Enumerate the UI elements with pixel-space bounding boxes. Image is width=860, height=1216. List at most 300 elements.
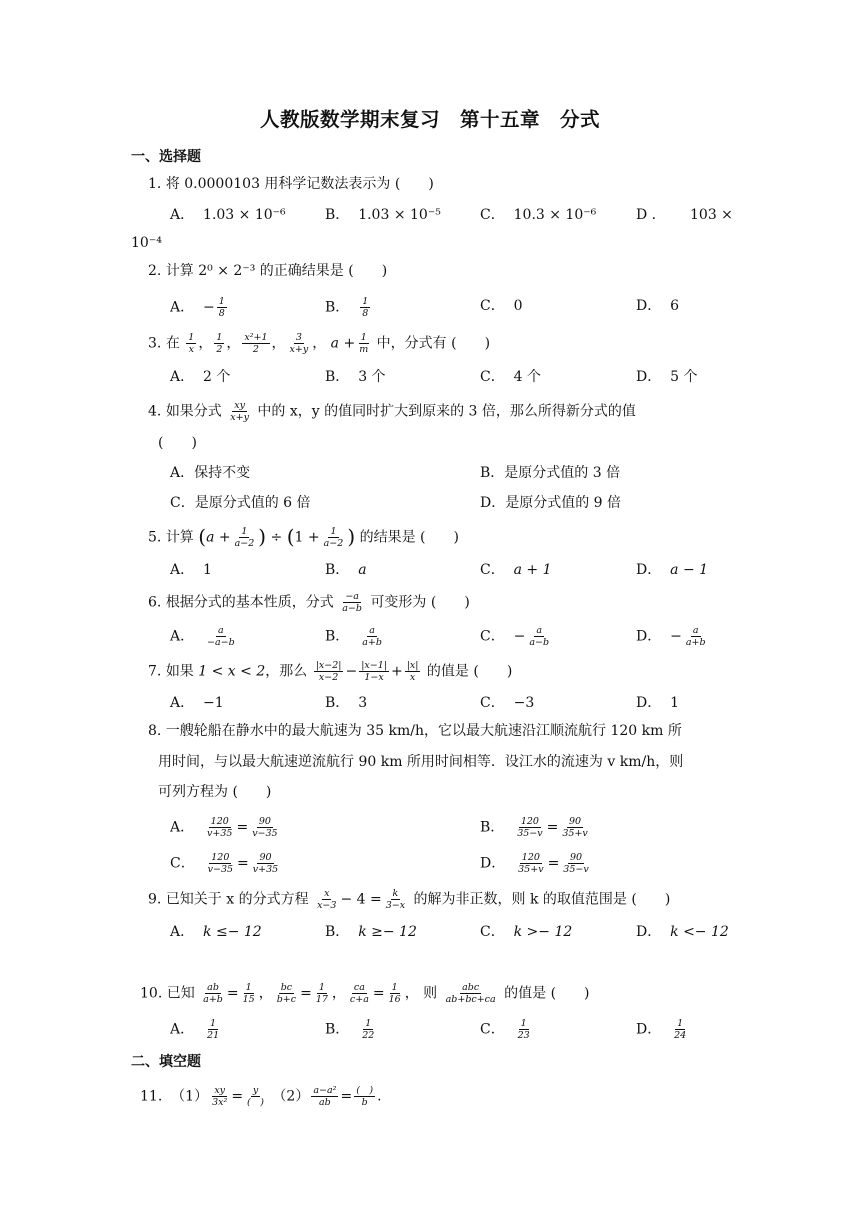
fraction: [314, 982, 330, 1005]
option-value: −1: [203, 695, 224, 711]
fraction-part: |x−2|: [315, 660, 342, 671]
question-number: 8.: [148, 723, 162, 739]
option-d: [480, 493, 621, 513]
fraction: [275, 982, 298, 1005]
option-value: 4 个: [513, 369, 541, 385]
option-value: 10.3 × 10⁻⁶: [513, 207, 597, 223]
fraction: [214, 332, 224, 355]
fraction-part: k: [392, 888, 399, 899]
option-a: [170, 367, 230, 387]
fraction-part: 1: [391, 982, 398, 993]
option-label: D．: [636, 628, 662, 645]
option-value: 1: [670, 695, 680, 711]
option-a: [170, 560, 212, 580]
answer-blank: ( ): [473, 663, 513, 680]
option-label: C．: [480, 369, 505, 385]
option-label: D．: [636, 369, 662, 385]
math-expression: a +: [206, 529, 231, 546]
fraction-part: 120: [521, 852, 540, 863]
option-label: D．: [636, 695, 662, 711]
fraction-part: |x−1|: [361, 660, 387, 671]
fraction-part: bc: [280, 982, 293, 993]
option-a: [170, 463, 250, 483]
option-value: k >− 12: [513, 924, 573, 940]
fraction: [322, 526, 346, 549]
option-b: B． $\frac{120}{35-v}$ = $\frac{90}{35+v}$: [480, 816, 588, 839]
question-8-line-2: 用时间，与以最大航速逆流航行 90 km 所用时间相等．设江水的流速为 v km/h，则: [158, 754, 684, 770]
fraction-part: a−2: [234, 538, 255, 549]
option-value: 6: [670, 298, 680, 314]
fraction-part: 1−x: [364, 672, 384, 683]
fraction: [314, 660, 344, 683]
fraction-part: v−35: [207, 864, 234, 875]
answer-blank: ( ): [158, 435, 197, 451]
fraction-part: ca: [353, 982, 365, 993]
option-value: 3: [358, 695, 368, 711]
option-value: 2 个: [203, 369, 231, 385]
fraction-part: ( ): [247, 1097, 264, 1108]
fraction: [217, 296, 227, 319]
fraction-part: a+b: [362, 637, 382, 648]
option-d: [636, 296, 679, 316]
fraction-part: 23: [517, 1030, 530, 1041]
fraction: [205, 625, 237, 648]
fraction: [228, 400, 251, 423]
fraction-part: ab+bc+ca: [445, 994, 496, 1005]
fraction: [241, 982, 257, 1005]
option-d: [636, 560, 708, 580]
option-label: C．: [170, 855, 195, 872]
option-d: D． − $\frac{a}{a+b}$: [636, 625, 706, 648]
fraction-part: v−35: [252, 828, 278, 839]
fraction-part: 1: [245, 982, 252, 993]
question-text: 根据分式的基本性质，分式: [165, 594, 334, 611]
fraction-part: 1: [330, 526, 337, 537]
fraction-part: 24: [674, 1030, 687, 1041]
fraction: [672, 1018, 688, 1041]
fraction-part: 3−x: [385, 900, 406, 911]
fraction-part: 35−v: [517, 828, 543, 839]
question-5: 5. 计算 (a + $\frac{1}{a-2}$ ) ÷ (1 + $\frac{1}{a-2}$ ) 的结果是 ( ): [148, 524, 459, 549]
option-label: A．: [170, 628, 195, 645]
fraction-part: x: [324, 888, 330, 899]
option-a: A． $\frac{120}{v+35}$ = $\frac{90}{v-35}$: [170, 816, 278, 839]
fraction-part: 90: [258, 816, 271, 827]
question-4: [148, 400, 636, 423]
question-6: [148, 591, 470, 614]
fraction: [515, 816, 544, 839]
fraction-part: 1: [362, 296, 369, 307]
question-3: 3. 在 $\frac{1}{x}$ ， $\frac{1}{2}$ ， $\frac{\text{x²+1}}{2}$ ， $\frac{3}{x+y}$ ， a + $\frac{1}{m}$ 中，分式有 ( ): [148, 332, 491, 355]
fraction: [186, 332, 196, 355]
fraction-part: 1: [210, 1018, 217, 1029]
fraction: [384, 888, 407, 911]
fraction-part: 2: [252, 344, 259, 355]
fraction: [405, 660, 421, 683]
option-label: C．: [480, 298, 505, 314]
sub-question-label: （1）: [171, 1088, 209, 1105]
question-number: 6.: [148, 594, 162, 611]
fraction-part: 15: [242, 994, 255, 1005]
option-label: D．: [636, 1021, 662, 1038]
option-label: A．: [170, 819, 195, 836]
question-text: 将 0.0000103 用科学记数法表示为: [165, 176, 391, 192]
question-text: ，那么: [265, 663, 308, 680]
option-value: a: [358, 562, 367, 578]
option-b: [325, 922, 417, 942]
option-value: 是原分式值的 3 倍: [504, 465, 621, 481]
fraction: [560, 816, 589, 839]
option-label: C．: [480, 562, 505, 578]
page-title: 人教版数学期末复习 第十五章 分式: [259, 108, 600, 131]
option-a: [170, 693, 224, 713]
fraction: [360, 625, 384, 648]
question-text: 可变形为: [370, 594, 427, 611]
question-2: [148, 261, 387, 281]
option-value: 3 个: [358, 369, 386, 385]
fraction: [516, 1018, 532, 1041]
option-b: [325, 1018, 378, 1041]
option-label: D．: [480, 855, 506, 872]
fraction: [242, 332, 269, 355]
fraction-part: 120: [210, 816, 229, 827]
question-number: 11.: [140, 1088, 163, 1105]
answer-blank: ( ): [232, 784, 272, 800]
sub-question-label: （2）: [272, 1088, 310, 1105]
answer-blank: ( ): [451, 335, 491, 352]
option-d-label: D ．: [636, 207, 666, 223]
fraction-part: a−a²: [313, 1085, 337, 1096]
fraction-part: y: [252, 1085, 259, 1096]
question-number: 7.: [148, 663, 162, 680]
question-number: 5.: [148, 529, 162, 546]
option-label: C．: [480, 695, 505, 711]
option-c: [170, 493, 311, 513]
math-expression: − 4 =: [340, 891, 382, 908]
answer-blank: ( ): [430, 594, 470, 611]
minus-sign: −: [203, 299, 215, 316]
fraction-part: ab: [207, 982, 219, 993]
option-label: A．: [170, 369, 195, 385]
fraction-part: 35+v: [562, 828, 588, 839]
fraction-part: 17: [315, 994, 328, 1005]
fraction-part: 1: [218, 296, 225, 307]
fraction: [251, 852, 280, 875]
question-number: 9.: [148, 891, 162, 908]
fraction-part: x−3: [317, 900, 337, 911]
question-text: 如果分式: [165, 403, 222, 420]
option-value: 是原分式值的 6 倍: [194, 495, 311, 511]
option-c: [480, 693, 534, 713]
question-text: 的解为非正数，则 k 的取值范围是: [413, 891, 627, 908]
option-a: [170, 1018, 223, 1041]
option-value: k ≤− 12: [203, 924, 262, 940]
fraction-part: 1: [677, 1018, 684, 1029]
fraction-part: x−2: [318, 672, 339, 683]
fraction-part: a: [692, 625, 699, 636]
fraction-part: x+y: [230, 412, 249, 423]
option-a: [170, 296, 229, 319]
fraction: [357, 332, 370, 355]
fraction-with-blank: [354, 1085, 375, 1108]
question-text: 则: [423, 985, 438, 1002]
option-label: A．: [170, 299, 195, 316]
option-label: A．: [170, 924, 195, 940]
fraction-part: ( ): [356, 1085, 374, 1096]
option-d: [636, 1018, 690, 1041]
option-c: C． $\frac{120}{v-35}$ = $\frac{90}{v+35}$: [170, 852, 279, 875]
question-1: [148, 174, 434, 194]
option-b: [325, 625, 386, 648]
option-value: 1.03 × 10⁻⁵: [358, 207, 441, 223]
option-label: B．: [325, 207, 350, 223]
math-expression: 1 +: [294, 529, 320, 546]
fraction-part: v+35: [252, 864, 279, 875]
option-label: C．: [480, 628, 505, 645]
option-label: B．: [325, 562, 350, 578]
question-11: 11. （1） $\frac{xy}{\text{3x²}}$ = y ( ) （2） $\frac{\text{a−a²}}{ab}$ = ( ) b .: [140, 1085, 382, 1108]
fraction: [360, 296, 370, 319]
fraction: [201, 982, 225, 1005]
fraction-part: a: [536, 625, 543, 636]
fraction: [205, 816, 234, 839]
fraction-part: a+b: [203, 994, 223, 1005]
fraction: [340, 591, 364, 614]
fraction-part: −a−b: [207, 637, 235, 648]
fraction: [348, 982, 371, 1005]
fraction-part: 1: [188, 332, 195, 343]
option-label: C．: [480, 1021, 505, 1038]
option-b: [325, 367, 386, 387]
fraction-part: 8: [218, 308, 225, 319]
option-a: [170, 625, 239, 648]
question-number: 10.: [140, 985, 163, 1002]
option-value: k <− 12: [670, 924, 729, 940]
fraction-part: 2: [216, 344, 223, 355]
fraction-part: 1: [216, 332, 223, 343]
fraction-part: b+c: [276, 994, 297, 1005]
fraction-part: b: [361, 1097, 368, 1108]
fraction-part: 1: [360, 332, 367, 343]
option-label: B．: [325, 628, 350, 645]
fraction-part: −a: [345, 591, 359, 602]
option-c: [480, 1018, 534, 1041]
option-label: B．: [325, 299, 350, 316]
question-number: 4.: [148, 403, 162, 420]
option-b: [480, 463, 620, 483]
fraction-part: a+b: [685, 637, 706, 648]
question-text: 一艘轮船在静水中的最大航速为 35 km/h，它以最大航速沿江顺流航行 120 km 所: [165, 723, 682, 739]
section-heading-choice: 一、选择题: [131, 149, 201, 165]
fraction-part: 90: [569, 852, 583, 863]
fraction: [205, 1018, 221, 1041]
fraction-part: a−2: [323, 538, 344, 549]
question-text: 的值是: [504, 985, 547, 1002]
option-label: A．: [170, 207, 195, 223]
option-d: [636, 922, 729, 942]
math-expression: a +: [330, 335, 356, 352]
fraction: [516, 852, 545, 875]
divide-sign: ÷: [270, 529, 283, 546]
fraction-part: 3x²: [212, 1097, 228, 1108]
option-value: k ≥− 12: [358, 924, 417, 940]
option-label: A．: [170, 1021, 195, 1038]
math-expression: 1 < x < 2: [198, 663, 266, 680]
option-label: A．: [170, 465, 195, 481]
option-label: B．: [325, 369, 350, 385]
fraction: [206, 852, 235, 875]
math-expression: 2⁰ × 2⁻³: [198, 263, 256, 279]
fraction-with-blank: [245, 1085, 266, 1108]
option-label: B．: [325, 924, 350, 940]
fraction: [233, 526, 257, 549]
fraction-part: 1: [241, 526, 248, 537]
option-label: C．: [480, 924, 505, 940]
option-c: [480, 367, 541, 387]
option-value: 是原分式值的 9 倍: [505, 495, 622, 511]
fraction-part: x²+1: [244, 332, 268, 343]
question-number: 2.: [148, 263, 162, 279]
fraction-part: xy: [214, 1085, 226, 1096]
fraction-part: abc: [462, 982, 480, 993]
fraction: [250, 816, 279, 839]
fraction-part: 1: [318, 982, 325, 993]
fraction-part: v+35: [207, 828, 233, 839]
option-label: C．: [480, 207, 505, 223]
option-c: [480, 560, 552, 580]
fraction-part: x+y: [289, 344, 309, 355]
fraction-part: 1: [520, 1018, 527, 1029]
option-label: D．: [480, 495, 506, 511]
fraction-part: ab: [319, 1097, 331, 1108]
question-text: 的正确结果是: [255, 263, 344, 279]
option-value: 1.03 × 10⁻⁶: [203, 207, 286, 223]
fraction-part: a−b: [529, 637, 550, 648]
fraction-part: 35−v: [563, 864, 589, 875]
option-label: D．: [636, 298, 662, 314]
question-9: [148, 888, 670, 911]
question-number: 1.: [148, 176, 162, 192]
option-d-value-part2: 10⁻⁴: [131, 235, 162, 251]
fraction-part: xy: [234, 400, 245, 411]
fraction: [360, 1018, 376, 1041]
option-d-value-part1: 103 ×: [690, 207, 733, 223]
fraction-part: 16: [388, 994, 401, 1005]
answer-blank: ( ): [420, 529, 459, 546]
option-value: 5 个: [670, 369, 698, 385]
option-value: −3: [513, 695, 535, 711]
fraction-part: 1: [365, 1018, 372, 1029]
question-text: 的值是: [426, 663, 469, 680]
option-c: [480, 922, 572, 942]
fraction-part: 8: [362, 308, 369, 319]
fraction: [684, 625, 708, 648]
fraction: [288, 332, 311, 355]
option-label: B．: [325, 1021, 350, 1038]
question-text: 计算: [165, 263, 199, 279]
question-text: 已知关于 x 的分式方程: [165, 891, 309, 908]
option-b: [325, 693, 367, 713]
option-c: [480, 296, 523, 316]
question-8: [148, 721, 682, 741]
fraction-part: 90: [569, 816, 582, 827]
fraction-part: 120: [211, 852, 230, 863]
fraction: [359, 660, 389, 683]
section-heading-fill: 二、填空题: [131, 1054, 201, 1070]
option-label: A．: [170, 562, 195, 578]
fraction-part: 3: [295, 332, 302, 343]
option-label: A．: [170, 695, 195, 711]
option-a: [170, 205, 286, 225]
fraction: [444, 982, 498, 1005]
fraction-part: a: [218, 625, 224, 636]
question-8-line-3: [158, 782, 271, 802]
question-text: 可列方程为: [158, 784, 228, 800]
option-value: 1: [203, 562, 212, 578]
fraction: [561, 852, 590, 875]
option-label: B．: [480, 465, 505, 481]
option-b: [325, 296, 372, 319]
option-label: B．: [480, 819, 505, 836]
option-value: 0: [513, 298, 523, 314]
fraction: [315, 888, 338, 911]
fraction-part: |x|: [406, 660, 419, 671]
option-d: [636, 693, 679, 713]
option-label: B．: [325, 695, 350, 711]
option-d: D． $\frac{120}{35+v}$ = $\frac{90}{35-v}$: [480, 852, 589, 875]
option-value: a − 1: [670, 562, 709, 578]
question-text: 的结果是: [359, 529, 416, 546]
fraction: [527, 625, 551, 648]
fraction-part: a−b: [342, 603, 362, 614]
question-7: 7. 如果 1 < x < 2，那么 $\frac{|x-2|}{x-2}$ − $\frac{|x-1|}{1-x}$ + $\frac{|x|}{x}$ 的值是 ( ): [148, 660, 513, 683]
option-value: 保持不变: [194, 465, 251, 481]
fraction-part: c+a: [349, 994, 369, 1005]
option-b: [325, 560, 367, 580]
question-text: 在: [165, 335, 180, 352]
question-text: 中的 x，y 的值同时扩大到原来的 3 倍，那么所得新分式的值: [257, 403, 636, 420]
fraction-part: m: [359, 344, 369, 355]
option-value: a + 1: [513, 562, 552, 578]
fraction-part: a: [369, 625, 375, 636]
fraction: [311, 1085, 338, 1108]
option-label: D．: [636, 562, 662, 578]
option-c: [480, 205, 596, 225]
fraction-part: x: [409, 672, 416, 683]
fraction: [210, 1085, 229, 1108]
question-text: 已知: [166, 985, 195, 1002]
question-text: 中，分式有: [376, 335, 447, 352]
option-c: C． − $\frac{a}{a-b}$: [480, 625, 550, 648]
fraction-part: 22: [362, 1030, 375, 1041]
answer-blank: ( ): [394, 176, 434, 192]
fraction-part: 120: [520, 816, 539, 827]
question-text: 计算: [165, 529, 194, 546]
question-text: 如果: [165, 663, 194, 680]
question-10: 10. 已知 $\frac{ab}{a+b}$ = $\frac{1}{15}$ ， $\frac{bc}{b+c}$ = $\frac{1}{17}$ ， $\frac{ca}{c+a}$ = $\frac{1}{16}$ ， 则 abc ab+bc+ca 的值是 ( ): [140, 982, 590, 1005]
option-label: D．: [636, 924, 662, 940]
option-b: [325, 205, 441, 225]
fraction-part: x: [188, 344, 194, 355]
answer-blank: ( ): [550, 985, 590, 1002]
fraction-part: 35+v: [518, 864, 544, 875]
fraction: [387, 982, 403, 1005]
question-number: 3.: [148, 335, 162, 352]
fraction-part: 21: [207, 1030, 220, 1041]
answer-blank: ( ): [348, 263, 388, 279]
option-label: C．: [170, 495, 195, 511]
option-a: [170, 922, 262, 942]
